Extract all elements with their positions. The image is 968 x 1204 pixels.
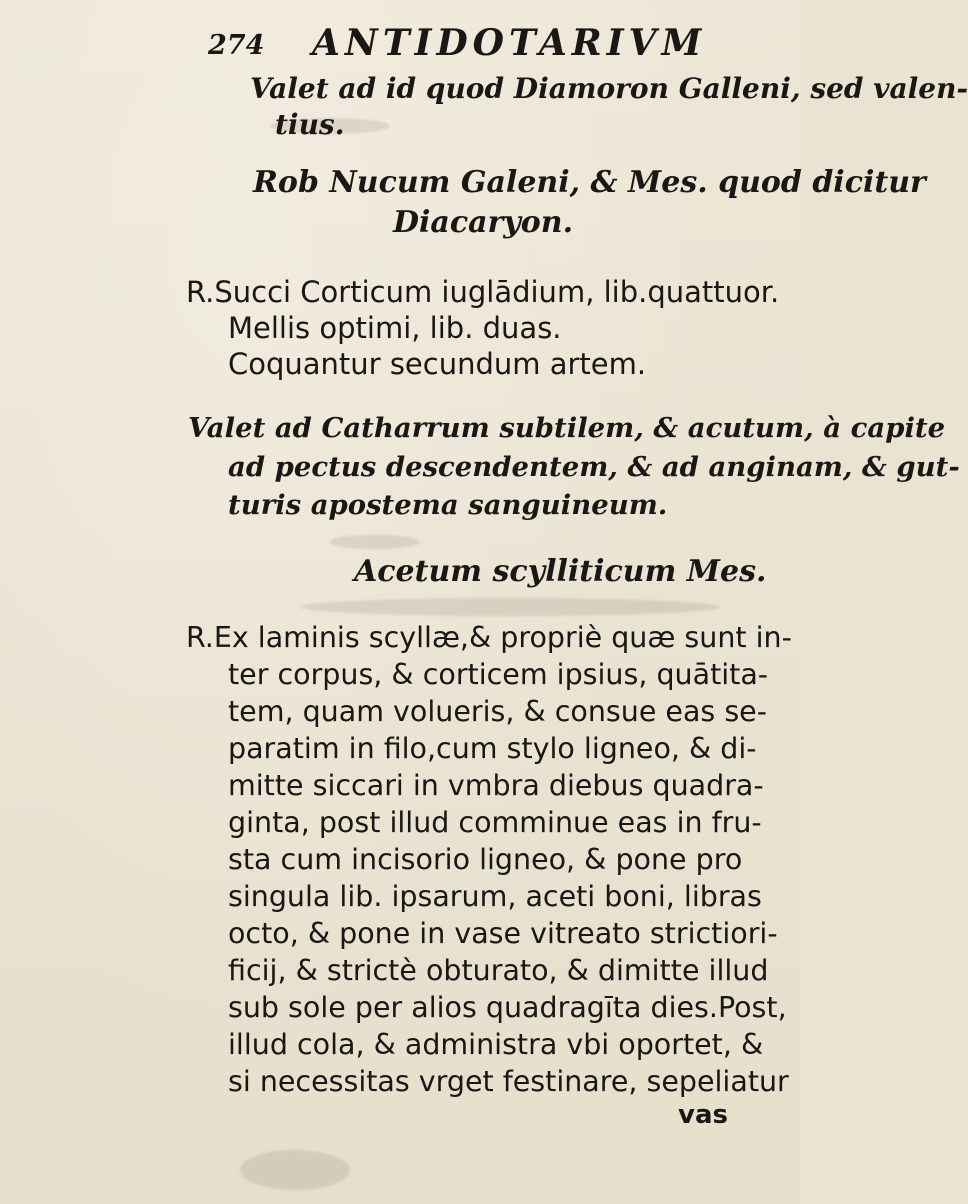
recipe-line: R.Succi Corticum iuglādium, lib.quattuor.: [186, 275, 780, 309]
recipe-line: Coquantur secundum artem.: [228, 347, 647, 381]
recipe-title-line: Diacaryon.: [393, 205, 574, 240]
virtue-note-line: turis apostema sanguineum.: [228, 489, 668, 521]
recipe-body-line: si necessitas vrget festinare, sepeliatur: [228, 1065, 789, 1098]
recipe-body-line: ginta, post illud comminue eas in fru-: [228, 806, 762, 839]
running-title: ANTIDOTARIVM: [312, 22, 707, 64]
bleed-through: [300, 598, 720, 616]
recipe-body-line: tem, quam volueris, & consue eas se-: [228, 695, 767, 728]
section-note-line: Valet ad id quod Diamoron Galleni, sed valen-: [250, 72, 968, 105]
bleed-through: [240, 1150, 350, 1190]
recipe-body-line: sub sole per alios quadragīta dies.Post,: [228, 991, 787, 1024]
virtue-note-line: ad pectus descendentem, & ad anginam, & gut-: [228, 451, 960, 483]
virtue-note-line: Valet ad Catharrum subtilem, & acutum, à capite: [188, 412, 946, 444]
recipe-body-line: octo, & pone in vase vitreato strictiori-: [228, 917, 778, 950]
recipe-body-line: sta cum incisorio ligneo, & pone pro: [228, 843, 743, 876]
recipe-body-line: paratim in filo,cum stylo ligneo, & di-: [228, 732, 757, 765]
recipe-body-line: R.Ex laminis scyllæ,& propriè quæ sunt in-: [186, 621, 792, 654]
recipe-body-line: illud cola, & administra vbi oportet, &: [228, 1028, 764, 1061]
recipe-body-line: mitte siccari in vmbra diebus quadra-: [228, 769, 764, 802]
recipe-line: Mellis optimi, lib. duas.: [228, 311, 562, 345]
page-number: 274: [208, 30, 265, 61]
recipe-title-line: Rob Nucum Galeni, & Mes. quod dicitur: [253, 165, 926, 200]
recipe-body-line: ficij, & strictè obturato, & dimitte illud: [228, 954, 769, 987]
recipe-body-line: ter corpus, & corticem ipsius, quātita-: [228, 658, 769, 691]
recipe-title-acetum: Acetum scylliticum Mes.: [354, 554, 767, 589]
catchword: vas: [678, 1100, 728, 1130]
section-note-line: tius.: [275, 108, 345, 141]
ink-smudge: [330, 535, 420, 549]
recipe-body-line: singula lib. ipsarum, aceti boni, libras: [228, 880, 762, 913]
